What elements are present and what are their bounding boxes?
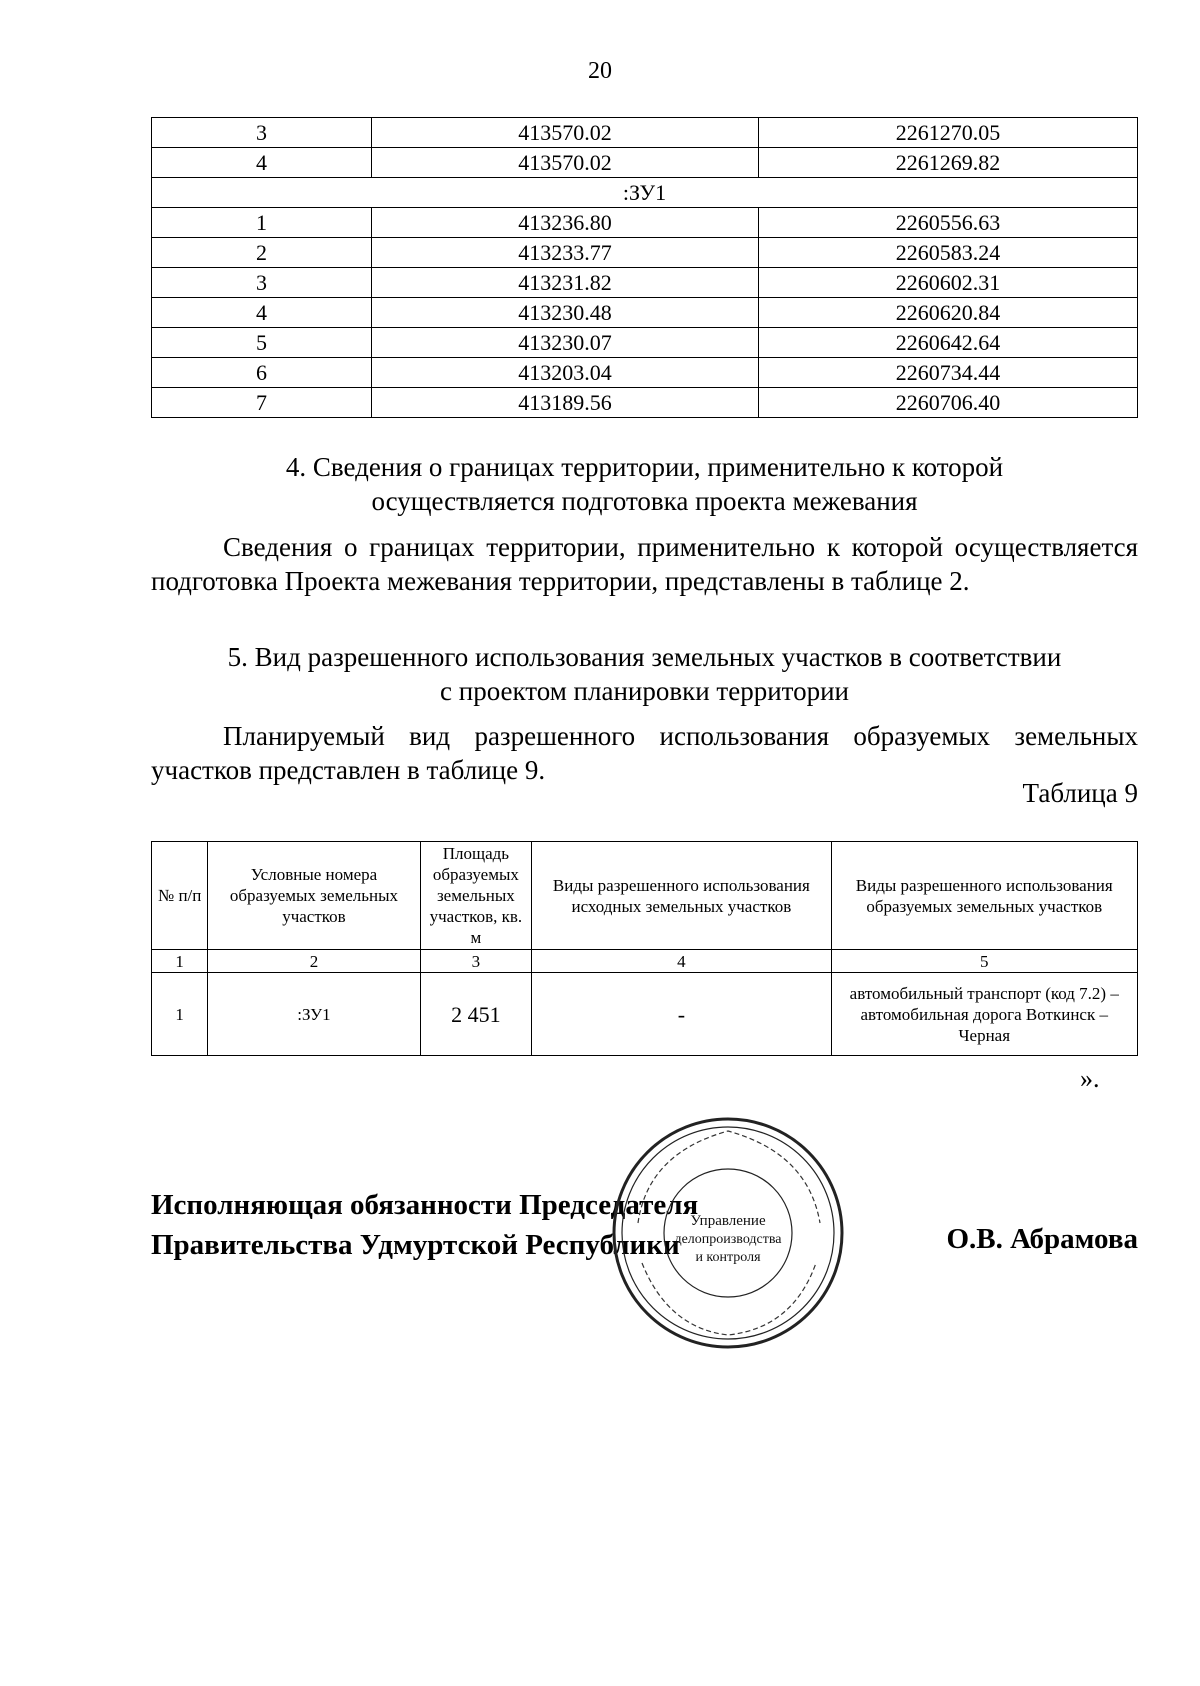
x-coordinate: 413233.77 (372, 238, 759, 268)
point-number: 7 (152, 388, 372, 418)
group-row (152, 178, 1138, 208)
heading-line: осуществляется подготовка проекта межевания (371, 486, 918, 516)
signatory-name: О.В. Абрамова (946, 1223, 1138, 1255)
table-row (152, 328, 1138, 358)
x-coordinate: 413570.02 (372, 118, 759, 148)
table-row (152, 208, 1138, 238)
y-coordinate: 2261270.05 (759, 118, 1138, 148)
x-coordinate: 413236.80 (372, 208, 759, 238)
seal-text-line: и контроля (695, 1250, 761, 1265)
point-number: 3 (152, 268, 372, 298)
x-coordinate: 413570.02 (372, 148, 759, 178)
section-5-paragraph (151, 719, 1138, 787)
heading-line: с проектом планировки территории (440, 676, 849, 706)
heading-line: 4. Сведения о границах территории, применительно к которой (285, 452, 1004, 482)
row-number: 1 (152, 973, 208, 1056)
table-row (152, 358, 1138, 388)
x-coordinate: 413203.04 (372, 358, 759, 388)
table-row (152, 973, 1138, 1056)
column-number: 3 (420, 950, 532, 973)
table-header-row (152, 842, 1138, 950)
y-coordinate: 2260583.24 (759, 238, 1138, 268)
y-coordinate: 2260556.63 (759, 208, 1138, 238)
header-cell: № п/п (152, 842, 208, 950)
table-row (152, 238, 1138, 268)
table-9 (151, 841, 1138, 1056)
column-number-row (152, 950, 1138, 973)
point-number: 1 (152, 208, 372, 238)
signature-title-line: Исполняющая обязанности Председателя (151, 1189, 699, 1221)
seal-text-line: делопроизводства (674, 1232, 782, 1247)
point-number: 3 (152, 118, 372, 148)
y-coordinate: 2260602.31 (759, 268, 1138, 298)
plot-group-label: :ЗУ1 (152, 178, 1138, 208)
section-4-heading (151, 450, 1138, 518)
table-caption: Таблица 9 (1022, 778, 1138, 808)
y-coordinate: 2260642.64 (759, 328, 1138, 358)
column-number: 2 (208, 950, 420, 973)
table-row (152, 298, 1138, 328)
new-use: автомобильный транспорт (код 7.2) – автомобильная дорога Воткинск – Черная (831, 973, 1137, 1056)
x-coordinate: 413231.82 (372, 268, 759, 298)
coordinates-table (151, 117, 1138, 418)
column-number: 4 (532, 950, 831, 973)
heading-line: 5. Вид разрешенного использования земельных участков в соответствии (227, 642, 1062, 672)
y-coordinate: 2260706.40 (759, 388, 1138, 418)
page-number: 20 (588, 58, 612, 84)
column-number: 5 (831, 950, 1137, 973)
x-coordinate: 413189.56 (372, 388, 759, 418)
closing-quote: ». (1080, 1064, 1100, 1093)
plot-id: :ЗУ1 (208, 973, 420, 1056)
y-coordinate: 2261269.82 (759, 148, 1138, 178)
table-row (152, 388, 1138, 418)
signature-title-line: Правительства Удмуртской Республики (151, 1229, 680, 1261)
x-coordinate: 413230.07 (372, 328, 759, 358)
header-cell: Площадь образуемых земельных участков, кв. м (420, 842, 532, 950)
y-coordinate: 2260620.84 (759, 298, 1138, 328)
header-cell: Условные номера образуемых земельных участков (208, 842, 420, 950)
point-number: 2 (152, 238, 372, 268)
x-coordinate: 413230.48 (372, 298, 759, 328)
paragraph-text: Планируемый вид разрешенного использования образуемых земельных участков представлен в таблице 9. (151, 721, 1138, 785)
seal-text-line: Управление (690, 1213, 766, 1229)
header-cell: Виды разрешенного использования образуемых земельных участков (831, 842, 1137, 950)
table-row (152, 148, 1138, 178)
header-cell: Виды разрешенного использования исходных земельных участков (532, 842, 831, 950)
table-row (152, 268, 1138, 298)
official-seal (608, 1113, 848, 1353)
point-number: 4 (152, 148, 372, 178)
column-number: 1 (152, 950, 208, 973)
point-number: 6 (152, 358, 372, 388)
paragraph-text: Сведения о границах территории, применительно к которой осуществляется подготовка Проекта межевания территории, представлены в таблице 2. (151, 532, 1138, 596)
section-4-paragraph (151, 530, 1138, 598)
point-number: 5 (152, 328, 372, 358)
plot-area: 2 451 (420, 973, 532, 1056)
source-use: - (532, 973, 831, 1056)
point-number: 4 (152, 298, 372, 328)
y-coordinate: 2260734.44 (759, 358, 1138, 388)
section-5-heading (151, 640, 1138, 708)
table-row (152, 118, 1138, 148)
